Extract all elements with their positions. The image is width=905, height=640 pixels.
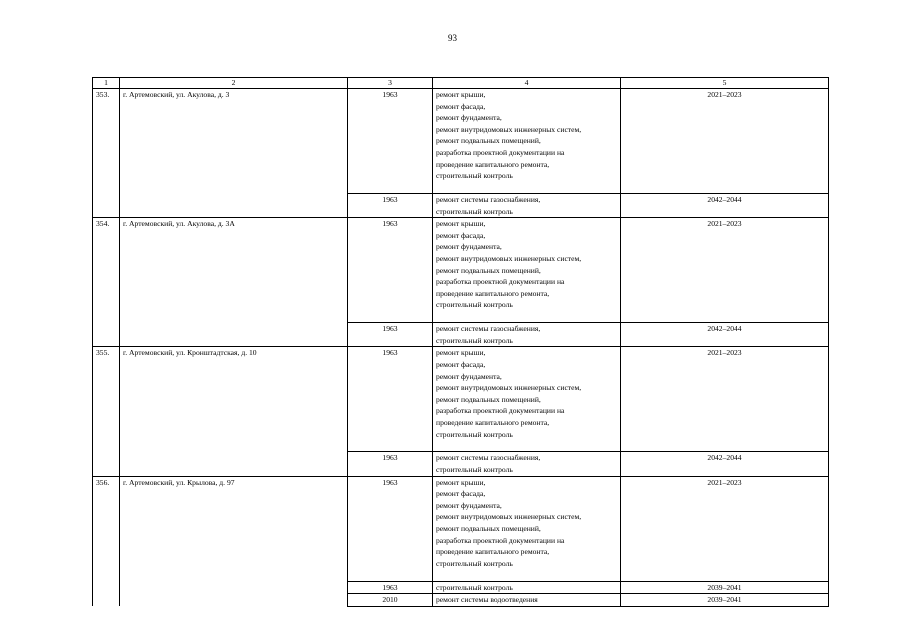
work-item: ремонт фундамента,: [436, 242, 502, 252]
work-item: ремонт системы газоснабжения,: [436, 324, 541, 334]
period-cell: 2039–2041: [621, 581, 829, 594]
year-cell: 1963: [348, 452, 433, 476]
year-cell: 1963: [348, 347, 433, 452]
work-item: проведение капитального ремонта,: [436, 288, 550, 298]
column-header-3: 3: [348, 78, 433, 89]
work-item: ремонт фундамента,: [436, 371, 502, 381]
period-cell: 2021–2023: [621, 347, 829, 452]
column-header-4: 4: [433, 78, 621, 89]
works-cell: [433, 218, 621, 323]
work-item: ремонт системы газоснабжения,: [436, 195, 541, 204]
works-cell: [433, 194, 621, 218]
period-cell: 2042–2044: [621, 194, 829, 218]
work-item: строительный контроль: [436, 171, 513, 181]
column-header-1: 1: [93, 78, 120, 89]
year-cell: 1963: [348, 89, 433, 194]
period-cell: 2021–2023: [621, 218, 829, 323]
works-cell: ремонт системы водоотведения: [433, 594, 621, 607]
period-cell: 2039–2041: [621, 594, 829, 607]
page-number: 93: [448, 33, 457, 43]
work-item: ремонт фасада,: [436, 101, 486, 111]
address-cell: г. Артемовский, ул. Акулова, д. 3: [120, 89, 348, 218]
repair-schedule-table: [92, 77, 829, 607]
works-cell: [433, 476, 621, 581]
row-number: 354.: [93, 218, 120, 347]
year-cell: 2010: [348, 594, 433, 607]
work-item: разработка проектной документации на: [436, 406, 565, 416]
work-item: строительный контроль: [436, 558, 513, 568]
work-item: разработка проектной документации на: [436, 277, 565, 287]
table-row: [93, 347, 829, 452]
work-item: ремонт подвальных помещений,: [436, 394, 541, 404]
work-item: ремонт крыши,: [436, 348, 486, 358]
work-item: ремонт крыши,: [436, 219, 486, 229]
work-item: ремонт фундамента,: [436, 113, 502, 123]
work-item: ремонт фасада,: [436, 230, 486, 240]
work-item: строительный контроль: [436, 429, 513, 439]
year-cell: 1963: [348, 194, 433, 218]
header-row: [93, 78, 829, 89]
row-number: 355.: [93, 347, 120, 476]
work-item: ремонт фасада,: [436, 359, 486, 369]
year-cell: 1963: [348, 323, 433, 347]
work-item: ремонт внутридомовых инженерных систем,: [436, 512, 582, 522]
work-item: ремонт крыши,: [436, 477, 486, 487]
work-item: ремонт крыши,: [436, 90, 486, 99]
work-item: ремонт подвальных помещений,: [436, 265, 541, 275]
table-row: [93, 89, 829, 194]
year-cell: 1963: [348, 218, 433, 323]
work-item: ремонт внутридомовых инженерных систем,: [436, 253, 582, 263]
period-cell: 2021–2023: [621, 476, 829, 581]
work-item: строительный контроль: [436, 300, 513, 310]
year-cell: 1963: [348, 581, 433, 594]
address-cell: г. Артемовский, ул. Кронштадтская, д. 10: [120, 347, 348, 476]
table-row: [93, 218, 829, 323]
work-item: проведение капитального ремонта,: [436, 159, 550, 169]
address-cell: г. Артемовский, ул. Акулова, д. 3А: [120, 218, 348, 347]
period-cell: 2021–2023: [621, 89, 829, 194]
work-item: строительный контроль: [436, 206, 513, 216]
works-cell: [433, 323, 621, 347]
work-item: ремонт внутридомовых инженерных систем,: [436, 383, 582, 393]
column-header-5: 5: [621, 78, 829, 89]
work-item: разработка проектной документации на: [436, 535, 565, 545]
column-header-2: 2: [120, 78, 348, 89]
work-item: ремонт системы газоснабжения,: [436, 453, 541, 463]
address-cell: г. Артемовский, ул. Крылова, д. 97: [120, 476, 348, 606]
year-cell: 1963: [348, 476, 433, 581]
row-number: 353.: [93, 89, 120, 218]
work-item: строительный контроль: [436, 464, 513, 474]
period-cell: 2042–2044: [621, 452, 829, 476]
work-item: ремонт внутридомовых инженерных систем,: [436, 124, 582, 134]
work-item: разработка проектной документации на: [436, 147, 565, 157]
work-item: ремонт фасада,: [436, 489, 486, 499]
work-item: проведение капитального ремонта,: [436, 547, 550, 557]
table-row: [93, 476, 829, 581]
works-cell: [433, 452, 621, 476]
row-number: 356.: [93, 476, 120, 606]
works-cell: [433, 89, 621, 194]
work-item: ремонт подвальных помещений,: [436, 523, 541, 533]
work-item: проведение капитального ремонта,: [436, 417, 550, 427]
work-item: ремонт фундамента,: [436, 500, 502, 510]
works-cell: [433, 347, 621, 452]
period-cell: 2042–2044: [621, 323, 829, 347]
work-item: ремонт подвальных помещений,: [436, 136, 541, 146]
work-item: строительный контроль: [436, 335, 513, 345]
works-cell: строительный контроль: [433, 581, 621, 594]
